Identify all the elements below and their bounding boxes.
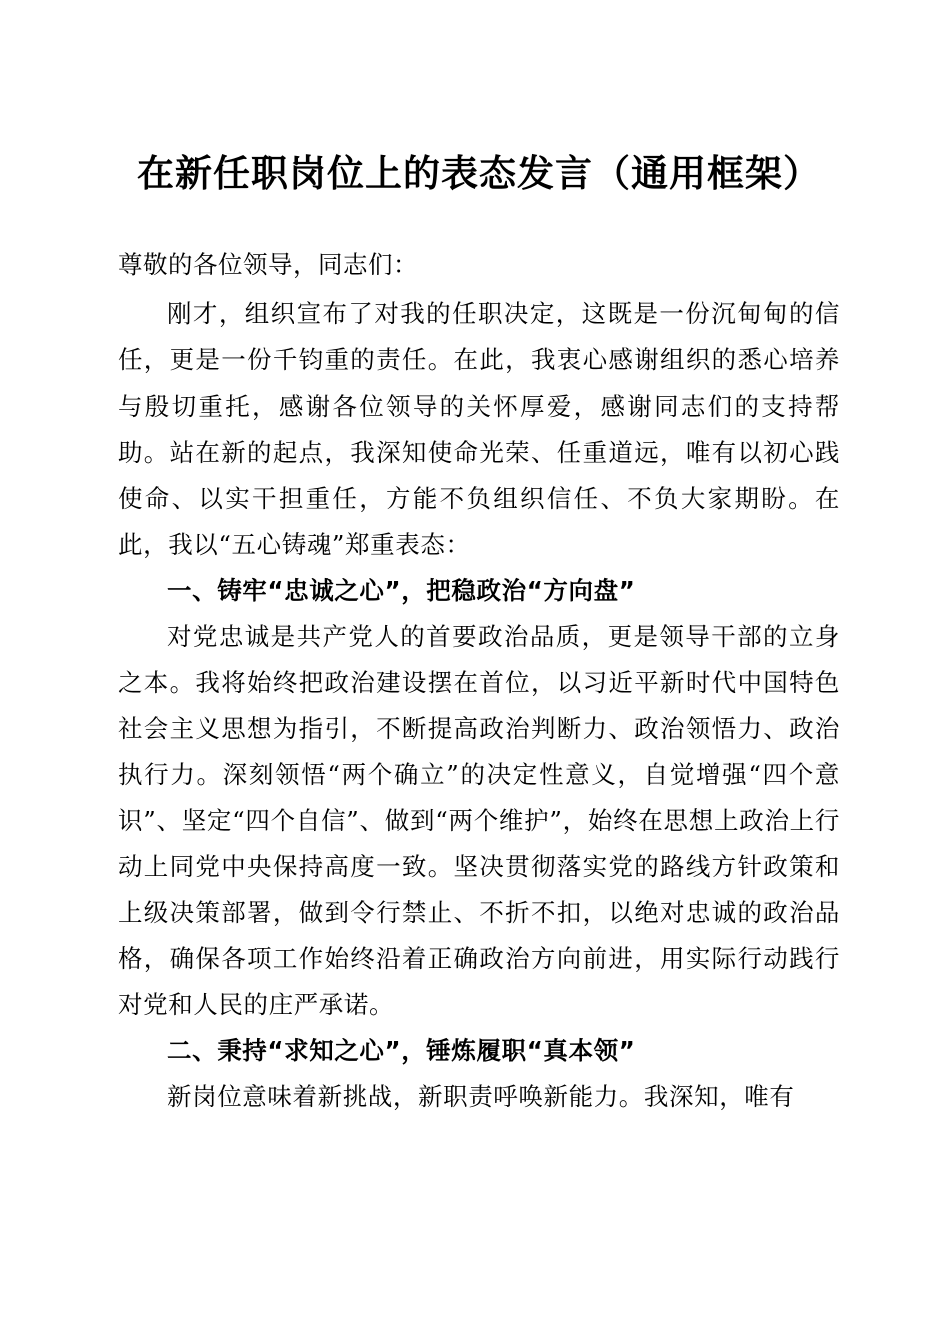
document-body — [118, 242, 840, 1120]
paragraph-opening: 刚才，组织宣布了对我的任职决定，这既是一份沉甸甸的信任，更是一份千钧重的责任。在此，我衷心感谢组织的悉心培养与殷切重托，感谢各位领导的关怀厚爱，感谢同志们的支持帮助。站在新的起点，我深知使命光荣、任重道远，唯有以初心践使命、以实干担重任，方能不负组织信任、不负大家期盼。在此，我以“五心铸魂”郑重表态： — [118, 299, 840, 559]
paragraph-section-2: 新岗位意味着新挑战，新职责呼唤新能力。我深知，唯有 — [167, 1082, 795, 1112]
section-heading-2: 二、秉持“求知之心”，锤炼履职“真本领” — [167, 1036, 636, 1066]
salutation: 尊敬的各位领导，同志们： — [118, 250, 418, 280]
paragraph-section-1: 对党忠诚是共产党人的首要政治品质，更是领导干部的立身之本。我将始终把政治建设摆在首位，以习近平新时代中国特色社会主义思想为指引，不断提高政治判断力、政治领悟力、政治执行力。深刻领悟“两个确立”的决定性意义，自觉增强“四个意识”、坚定“四个自信”、做到“两个维护”，始终在思想上政治上行动上同党中央保持高度一致。坚决贯彻落实党的路线方针政策和上级决策部署，做到令行禁止、不折不扣，以绝对忠诚的政治品格，确保各项工作始终沿着正确政治方向前进，用实际行动践行对党和人民的庄严承诺。 — [118, 621, 840, 1020]
page-title: 在新任职岗位上的表态发言（通用框架） — [137, 152, 821, 195]
section-heading-1: 一、铸牢“忠诚之心”，把稳政治“方向盘” — [167, 575, 636, 605]
